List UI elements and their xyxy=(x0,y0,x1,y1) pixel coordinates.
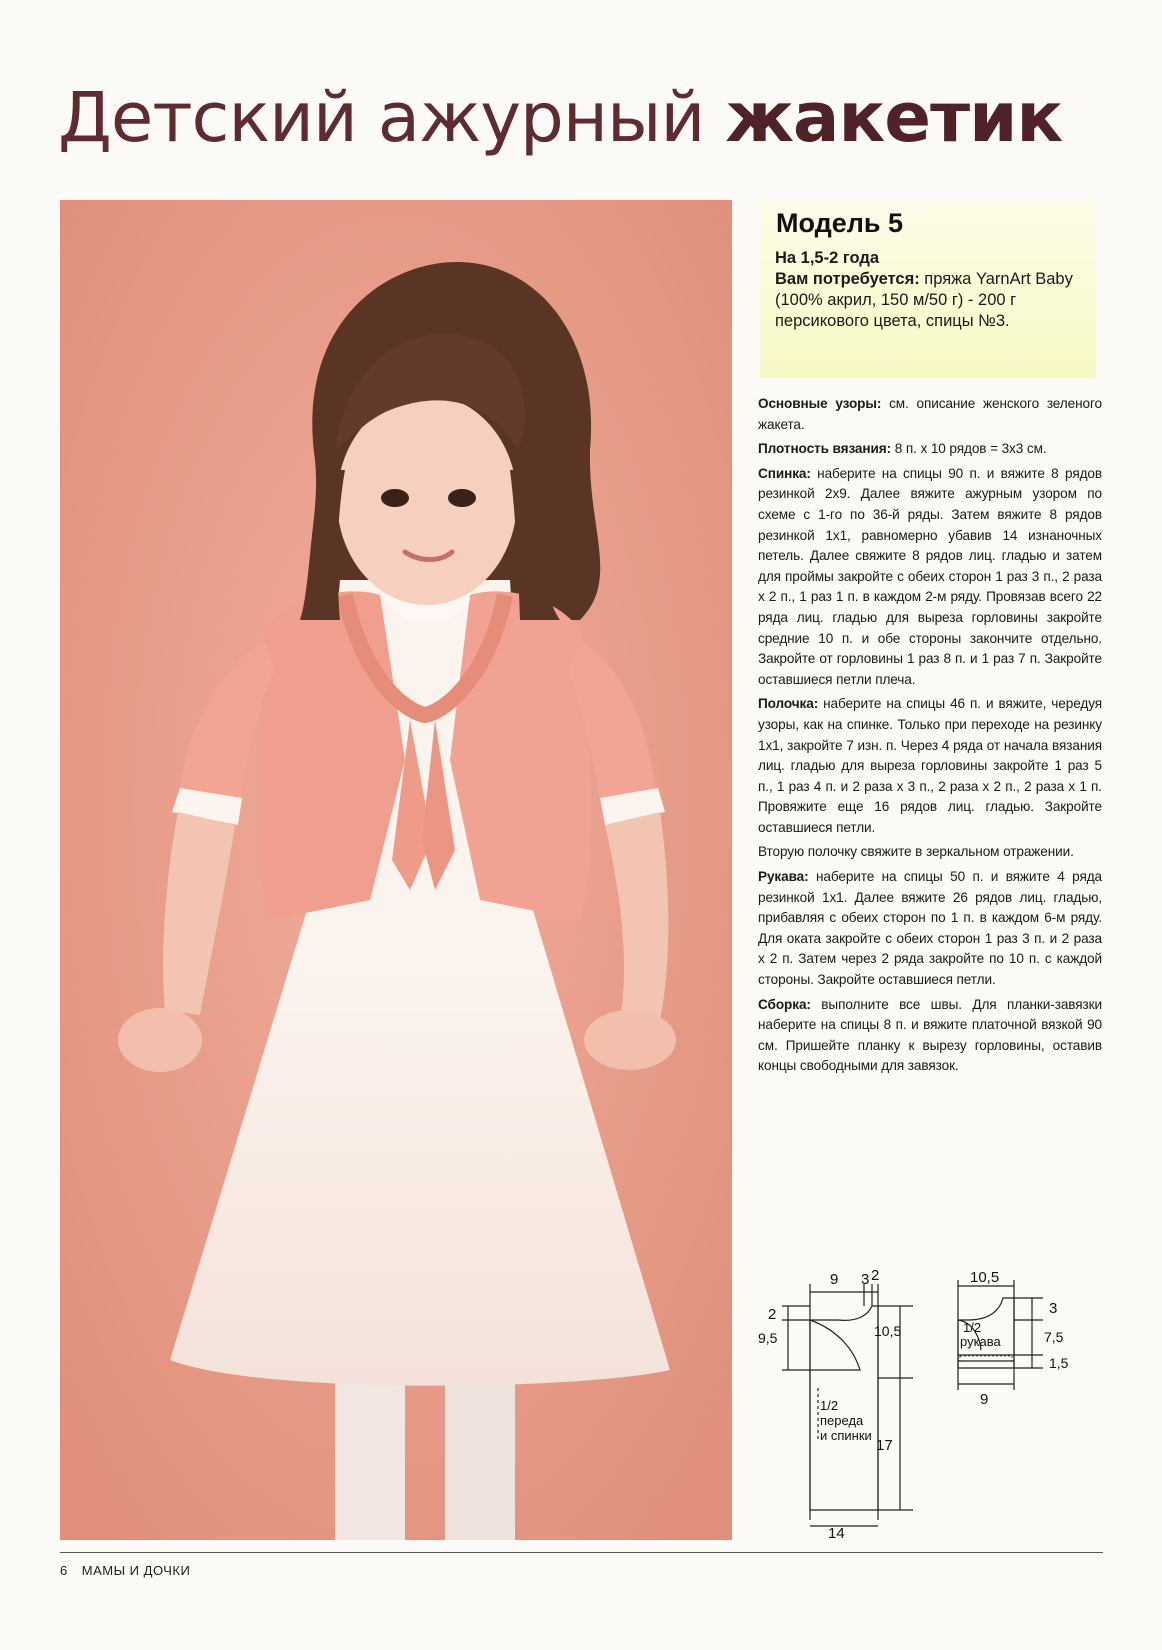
dim-body-left-a: 2 xyxy=(768,1306,777,1323)
body-label-2: переда xyxy=(820,1413,864,1428)
section-assembly xyxy=(758,995,1102,1077)
dim-sleeve-right-b: 7,5 xyxy=(1044,1329,1064,1345)
pattern-diagram xyxy=(758,1267,1108,1542)
dim-sleeve-right-a: 3 xyxy=(1049,1300,1058,1317)
dim-body-right-a: 10,5 xyxy=(874,1323,902,1339)
model-spec xyxy=(775,248,1090,332)
dim-sleeve-top: 10,5 xyxy=(970,1269,1000,1286)
dim-body-top-b: 3 xyxy=(861,1271,870,1288)
materials-label: Вам потребуется: xyxy=(775,270,920,288)
materials xyxy=(775,269,1090,332)
section-label: Рукава: xyxy=(758,869,809,885)
section-text: Вторую полочку свяжите в зеркальном отражении. xyxy=(758,844,1074,860)
dim-sleeve-right-c: 1,5 xyxy=(1049,1355,1069,1371)
dim-sleeve-bottom: 9 xyxy=(980,1391,989,1408)
model-size: На 1,5-2 года xyxy=(775,249,880,267)
sleeve-label-2: рукава xyxy=(960,1334,1001,1349)
section-gauge xyxy=(758,439,1102,460)
materials-text: пряжа YarnArt Baby (100% акрил, 150 м/50 г) - 200 г персикового цвета, спицы №3. xyxy=(775,270,1073,330)
section-label: Сборка: xyxy=(758,996,811,1012)
dim-body-top-a: 9 xyxy=(830,1271,839,1288)
dim-body-right-b: 17 xyxy=(876,1437,893,1454)
section-label: Полочка: xyxy=(758,696,819,712)
section-text: выполните все швы. Для планки-завязки наберите на спицы 8 п. и вяжите платочной вязкой 90 см. Пришейте планку к вырезу горловины, оставив концы свободными для завязок. xyxy=(758,996,1102,1074)
section-second-front xyxy=(758,842,1102,863)
sleeve-label-1: 1/2 xyxy=(963,1320,982,1335)
section-text: наберите на спицы 50 п. и вяжите 4 ряда резинкой 1х1. Далее вяжите 26 рядов лиц. гладью, прибавляя с обеих сторон по 1 п. в каждом 6-м ряду. Для оката закройте с обеих сторон 1 раз 3 п. и 2 раза х 2 п. Затем через 2 ряда закройте по 10 п. с каждой стороны. Закройте оставшиеся петли. xyxy=(758,869,1102,988)
section-label: Основные узоры: xyxy=(758,396,882,411)
footer-divider xyxy=(60,1552,1103,1553)
section-label: Плотность вязания: xyxy=(758,441,892,457)
section-front xyxy=(758,694,1102,838)
section-text: наберите на спицы 90 п. и вяжите 8 рядов резинкой 2х9. Далее вяжите ажурным узором по схеме с 1-го по 36-й ряды. Затем вяжите 8 рядов резинкой 1х1, равномерно убавив 14 изнаночных петель. Далее свяжите 8 рядов лиц. гладью и затем для проймы закройте с обеих сторон 1 раз 3 п., 2 раза х 2 п., 1 раз 1 п. в каждом 2-м ряду. Провязав всего 22 ряда лиц. гладью для выреза горловины закройте средние 10 п. и обе стороны закончите отдельно. Закройте от горловины 1 раз 8 п. и 1 раз 7 п. Закройте оставшиеся петли плеча. xyxy=(758,465,1102,687)
instructions xyxy=(758,394,1102,1081)
section-text: 8 п. х 10 рядов = 3х3 см. xyxy=(891,441,1047,457)
page-footer xyxy=(60,1563,190,1578)
model-photo xyxy=(60,200,732,1540)
dim-body-bottom: 14 xyxy=(828,1525,845,1542)
page-title xyxy=(58,78,1118,158)
page-number: 6 xyxy=(60,1563,68,1578)
model-title: Модель 5 xyxy=(776,208,904,238)
section-back xyxy=(758,464,1102,691)
body-label-1: 1/2 xyxy=(820,1398,839,1413)
magazine-name: МАМЫ И ДОЧКИ xyxy=(81,1563,191,1578)
title-part2: жакетик xyxy=(725,78,1063,158)
section-patterns xyxy=(758,394,1102,435)
title-part1: Детский ажурный xyxy=(58,78,726,158)
dim-body-top-c: 2 xyxy=(871,1267,880,1284)
body-label-3: и спинки xyxy=(820,1428,872,1443)
dim-body-left-b: 9,5 xyxy=(758,1330,778,1346)
section-sleeves xyxy=(758,867,1102,991)
section-text: см. описание женского зеленого жакета. xyxy=(758,396,1102,432)
section-label: Спинка: xyxy=(758,465,811,481)
section-text: наберите на спицы 46 п. и вяжите, чередуя узоры, как на спинке. Только при переходе на резинку 1х1, закройте 7 изн. п. Через 4 ряда от начала вязания лиц. гладью для выреза горловины закройте 1 раз 5 п., 1 раз 4 п. и 2 раза х 3 п., 2 раза х 2 п., 2 раза х 1 п. Провяжите еще 16 рядов лиц. гладью. Закройте оставшиеся петли. xyxy=(758,696,1102,835)
